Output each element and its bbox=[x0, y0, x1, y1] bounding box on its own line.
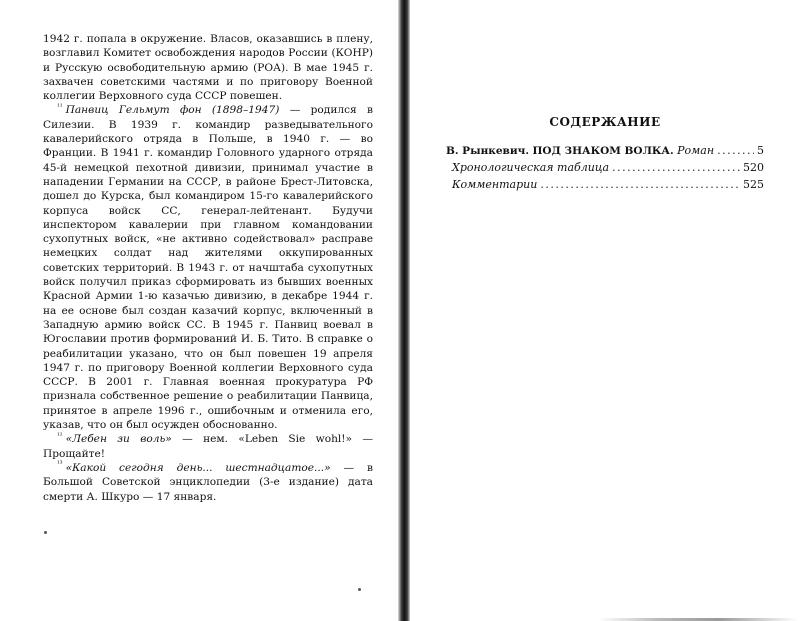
footnote-13 bbox=[43, 461, 373, 504]
toc-entry-label bbox=[446, 144, 714, 157]
toc-page-number: 5 bbox=[757, 144, 764, 157]
toc-dot-leader bbox=[717, 144, 754, 157]
toc-entry-label: Комментарии bbox=[452, 178, 538, 191]
toc-author: В. Рынкевич. bbox=[446, 145, 529, 157]
footnote-marker: ¹² bbox=[57, 431, 63, 440]
toc-dot-leader bbox=[612, 161, 740, 174]
scan-speck bbox=[358, 588, 361, 591]
toc-entry-chronology[interactable] bbox=[446, 161, 764, 178]
footnote-12 bbox=[43, 432, 373, 461]
toc-entry-comments[interactable] bbox=[446, 178, 764, 195]
toc-work-title: ПОД ЗНАКОМ ВОЛКА. bbox=[532, 145, 674, 157]
footnote-marker: ¹¹ bbox=[57, 102, 63, 111]
toc-dot-leader bbox=[540, 178, 740, 191]
toc-list bbox=[446, 144, 764, 195]
scan-speck bbox=[44, 531, 47, 534]
toc-entry-novel[interactable] bbox=[446, 144, 764, 161]
footnote-term: «Какой сегодня день... шестнадцатое...» bbox=[65, 461, 331, 474]
footnote-term: «Лебен зи воль» bbox=[65, 433, 172, 446]
footnote-text: — в Большой Советской энциклопедии (3-е издание) дата смерти А. Шкуро — 17 января. bbox=[43, 461, 373, 503]
footnote-marker: ¹³ bbox=[57, 460, 63, 469]
note-continuation: 1942 г. попала в окружение. Власов, оказавшись в плену, возглавил Комитет освобождения народов России (КОНР) и Русскую освободительную армию (РОА). В мае 1945 г. захвачен советскими частями и по приговору Военной коллегии Верховного суда СССР повешен. bbox=[43, 33, 373, 103]
left-page-notes bbox=[43, 32, 373, 504]
footnote-text: — нем. «Leben Sie wohl!» — Прощайте! bbox=[43, 433, 373, 460]
footnote-11 bbox=[43, 103, 373, 432]
toc-page-number: 520 bbox=[743, 161, 764, 174]
toc-page-number: 525 bbox=[743, 178, 764, 191]
footnote-text: — родился в Силезии. В 1939 г. командир разведывательного кавалерийского отряда в Польше, в 1940 г. — во Франции. В 1941 г. командир Головного ударного отряда 45-й немецкой пехотной дивизии, принимал участие в нападении Германии на СССР, в районе Брест-Литовска, дошел до Курска, был командиром 15-го кавалерийского корпуса войск СС, генерал-лейтенант. Будучи инспектором кавалерии при главном командовании сухопутных войск, «не активно содействовал» расправе немецких солдат над жителями оккупированных советских территорий. В 1943 г. от начштаба сухопутных войск получил приказ сформировать из бывших военных Красной Армии 1-ю казачью дивизию, в декабре 1944 г. на ее основе был создан казачий корпус, включенный в Западную армию войск СС. В 1945 г. Панвиц воевал в Югославии против формирований И. Б. Тито. В справке о реабилитации указано, что он был повешен 19 апреля 1947 г. по приговору Военной коллегии Верховного суда СССР. В 2001 г. Главная военная прокуратура РФ признала собственное решение о реабилитации Панвица, принятое в апреле 1996 г., ошибочным и отменила его, указав, что он был осужден обоснованно. bbox=[43, 104, 374, 432]
footnote-term: Панвиц Гельмут фон (1898–1947) bbox=[65, 104, 280, 117]
toc-title: СОДЕРЖАНИЕ bbox=[549, 115, 661, 129]
right-page-contents bbox=[440, 0, 770, 621]
book-gutter bbox=[398, 0, 410, 621]
toc-entry-label: Хронологическая таблица bbox=[452, 161, 610, 174]
toc-genre: Роман bbox=[677, 144, 715, 157]
